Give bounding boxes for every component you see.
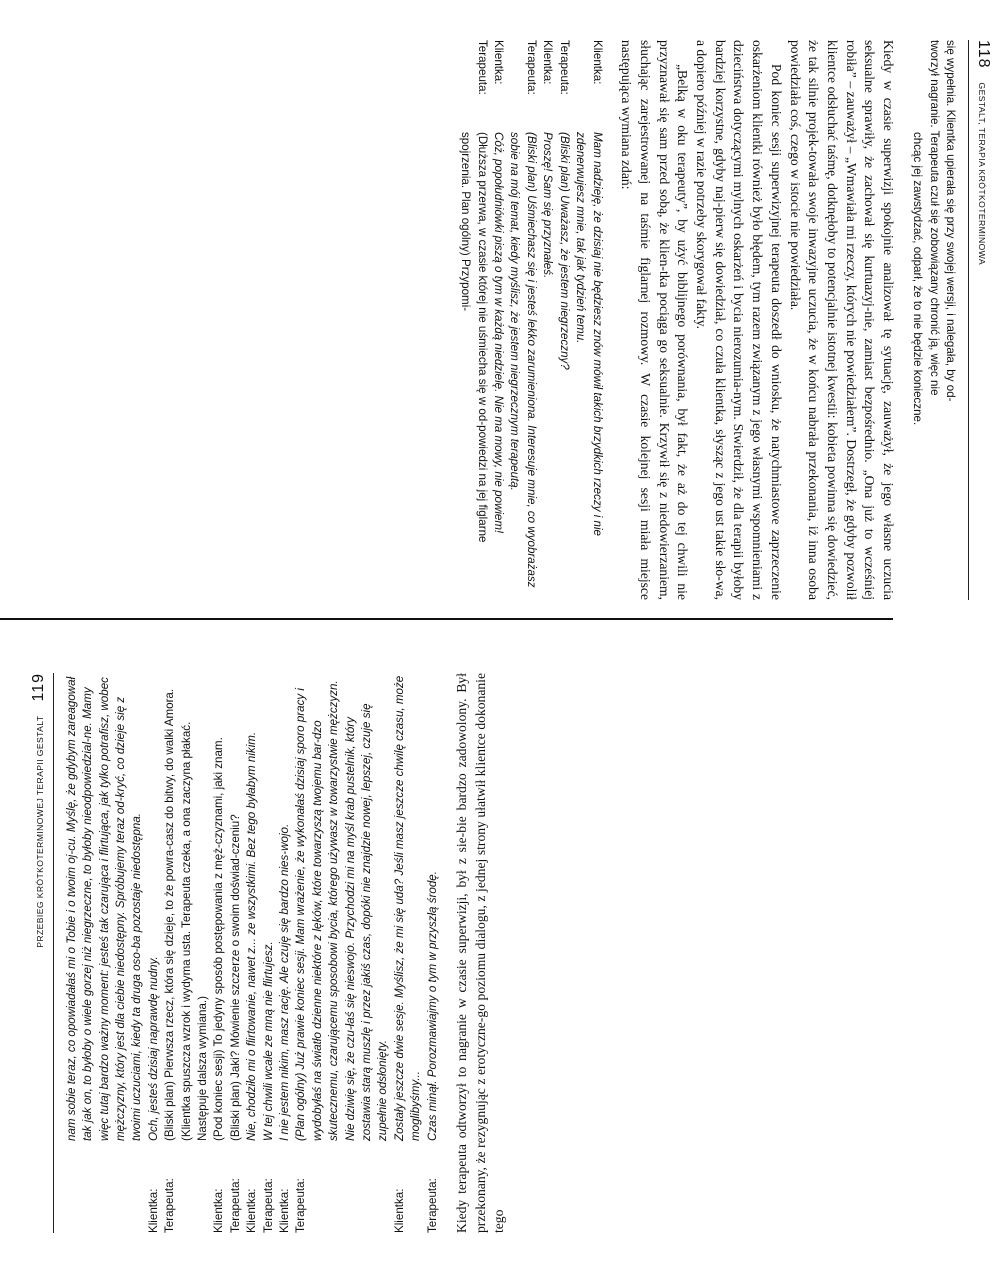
utterance: (Bliski plan) Jaki? Mówienie szczerze o swoim doświad-czeniu?: [228, 814, 242, 1141]
speaker-label: Klientka:: [492, 40, 506, 85]
speaker-label: Klientka:: [212, 1188, 226, 1233]
dialogue-turn: [261, 673, 277, 1233]
speaker-label: Klientka:: [245, 1188, 259, 1233]
speaker-label: Terapeuta:: [475, 40, 489, 95]
dialogue-turn: [506, 40, 539, 600]
intro-line: chcąc jej zawstydzać, odparł, że to nie będzie konieczne.: [911, 132, 925, 426]
speaker-label: Klientka:: [590, 40, 604, 85]
page-divider: [0, 618, 893, 620]
utterance: Och, jesteś dzisiaj naprawdę nudny.: [146, 956, 160, 1141]
dialogue-turn: [211, 673, 227, 1233]
page-119: [30, 673, 790, 1233]
utterance: (Bliski plan) Uważasz, że jestem niegrzeczny?: [557, 132, 571, 370]
utterance: I nie jestem nikim, masz rację. Ale czuję się bardzo nies-wojo.: [277, 823, 291, 1141]
dialogue-turn: [228, 673, 244, 1233]
paragraph: Pod koniec sesji superwizyjnej terapeuta doszedł do wniosku, że natychmiastowe zaprzeczenie oskarżeniom klientki również było błędem, tym razem związanym z jego własnymi wspomnieniami z dzieciństwa dotyczącymi mylnych oskarżeń i bycia nierozumia-nym. Stwierdził, że dla terapii byłoby bardziej korzystne, gdyby naj-pierw się dowiedział, co czuła klientka, słysząc z jego ust takie sło-wa, a dopiero później w razie potrzeby skorygował fakty.: [694, 40, 784, 600]
dialogue-turn: [572, 40, 605, 600]
dialogue-turn: [425, 673, 441, 1233]
paragraph: Kiedy terapeuta odtworzył to nagranie w czasie superwizji, był z sie-bie bardzo zadowolony. Był przekonany, że rezygnując z erotyczne-go poziomu dialogu, z jednej strony ułatwił klientce dokonanie tego: [454, 673, 507, 1233]
speaker-label: Klientka:: [392, 1188, 406, 1233]
utterance: (Bliski plan) Pierwsza rzecz, która się dzieje, to że powra-casz do bitwy, do walki Amora. (Klientka spuszcza wzrok i wydyma usta. Terapeuta czeka, a ona zaczyna płakać. Następuje dalsza wymiana.): [163, 688, 209, 1141]
utterance: Nie, chodziło mi o flirtowanie, nawet z... ze wszystkimi. Bez tego byłabym nikim.: [245, 731, 259, 1141]
utterance: Proszę! Sam się przyznałeś.: [541, 132, 555, 279]
running-head-title: GESTALT, TERAPIA KRÓTKOTERMINOWA: [977, 82, 987, 265]
page-number: 118: [975, 40, 992, 69]
speaker-label: Terapeuta:: [524, 40, 538, 95]
paragraph: Kiedy w czasie superwizji spokojnie analizował tę sytuację, zauważył, że jego własne uczucia seksualne sprawiły, że zachował się kurtuazyj-nie, zamiast bezpośrednio. „Ona już to wcześniej robiła” – zauważył – „Wmawiała mi rzeczy, których nie powiedziałem”. Dostrzegł, że gdyby pozwolił klientce odsłuchać taśmę, dotknęłoby to potencjalnie istotnej kwestii: kobieta powinna się dowiedzieć, że tak silnie projek-towała swoje inwazyjne uczucia, że w końcu nabrała przekonania, iż inna osoba powiedziała coś, czego w istocie nie powiedziała.: [787, 40, 897, 600]
intro-line: się wypełnia. Klientka upierała się przy swojej wersji, i nalegała, by od-: [944, 40, 958, 402]
speaker-label: Terapeuta:: [425, 1178, 439, 1233]
running-head-title: PRZEBIEG KRÓTKOTERMINOWEJ TERAPII GESTALT: [35, 715, 45, 948]
dialogue-block: [64, 673, 441, 1233]
intro-passage: [909, 40, 958, 600]
page-number: 119: [30, 673, 47, 702]
utterance: (Plan ogólny) Już prawie koniec sesji. Mam wrażenie, że wykonałaś dzisiaj sporo pracy i wydobyłaś na światło dzienne niektóre z lęków, które towarzyszą twojemu bar-dzo skutecznemu, czarującemu sposobowi bycia, którego używasz w towarzystwie mężczyzn. Nie dziwię się, że czu-łaś się nieswojo. Przychodzi mi na myśl krab pustelnik, który zostawia starą muszlę i przez jakiś czas, dopóki nie znajdzie nowej, lepszej, czuje się zupełnie odsłonięty.: [294, 680, 390, 1141]
dialogue-turn: [490, 40, 506, 600]
utterance: Czas minął. Porozmawiajmy o tym w przyszłą środę.: [425, 871, 439, 1141]
intro-line: tworzył nagranie. Terapeuta czuł się zobowiązany chronić ją, więc nie: [927, 40, 941, 396]
paragraph: „Belką w oku terapeuty”, by użyć biblijnego porównania, był fakt, że aż do tej chwili nie przyznawał się sam przed sobą, że klien-tka pociąga go seksualnie. Krzywił się z niedowierzaniem, słuchając zarejestrowanej na taśmie figlarnej rozmowy. W czasie kolejnej sesji miała miejsce następująca wymiana zdań:: [619, 40, 691, 600]
utterance: (Bliski plan) Uśmiechasz się i jesteś lekko zarumieniona. Interesuje mnie, co wyobrażasz sobie na mój temat, kiedy myślisz, że jestem niegrzecznym terapeutą.: [508, 132, 538, 588]
dialogue-turn: [539, 40, 555, 600]
utterance: Mam nadzieję, że dzisiaj nie będziesz znów mówił takich brzydkich rzeczy i nie zdenerwujesz mnie, tak jak tydzień temu.: [574, 132, 604, 537]
speaker-label: Terapeuta:: [294, 1178, 308, 1233]
speaker-label: Terapeuta:: [228, 1178, 242, 1233]
utterance: (Dłuższa przerwa, w czasie której nie uśmiecha się w od-powiedzi na jej figlarne spojrzenia. Plan ogólny) Przypomi-: [459, 132, 489, 543]
dialogue-turn: [293, 673, 391, 1233]
speaker-label: Terapeuta:: [261, 1178, 275, 1233]
utterance: Zostały jeszcze dwie sesje. Myślisz, że mi się uda? Jeśli masz jeszcze chwilę czasu, może moglibyśmy...: [392, 675, 423, 1141]
speaker-label: Terapeuta:: [557, 40, 571, 95]
running-head-118: [968, 40, 992, 600]
running-head-119: [30, 673, 54, 1233]
utterance: W tej chwili wcale ze mną nie flirtujesz.: [261, 941, 275, 1141]
speaker-label: Klientka:: [146, 1188, 160, 1233]
dialogue-turn: [277, 673, 293, 1233]
speaker-label: Klientka:: [277, 1188, 291, 1233]
dialogue-turn: [162, 673, 211, 1233]
utterance: (Pod koniec sesji) To jedyny sposób postępowania z męż-czyznami, jaki znam.: [212, 737, 226, 1141]
dialogue-turn: [244, 673, 260, 1233]
dialogue-turn: [555, 40, 571, 600]
dialogue-block: [457, 40, 605, 600]
dialogue-continuation: [64, 673, 146, 1233]
speaker-label: Terapeuta:: [163, 1178, 177, 1233]
utterance: Cóż, popołudniówki piszą o tym w każdą niedzielę. Nie ma mowy, nie powiem!: [492, 132, 506, 534]
utterance: nam sobie teraz, co opowiadałaś mi o Tobie i o twoim oj-cu. Myślę, że gdybym zareagował tak jak on, to byłoby o wiele gorzej niż niegrzeczne, to byłoby nieodpowiedzial-ne. Mamy więc tutaj bardzo ważny moment: jesteś tak czarująca i flirtująca, jak tylko potrafisz, wobec mężczyzny, który jest dla ciebie niedostępny. Spróbujemy teraz od-kryć, co dzieje się z twoimi uczuciami, kiedy ta druga oso-ba pozostaje niedostępna.: [64, 676, 144, 1141]
speaker-label: Klientka:: [541, 40, 555, 85]
dialogue-turn: [146, 673, 162, 1233]
page-118: [272, 40, 992, 600]
dialogue-turn: [392, 673, 425, 1233]
dialogue-turn: [457, 40, 490, 600]
